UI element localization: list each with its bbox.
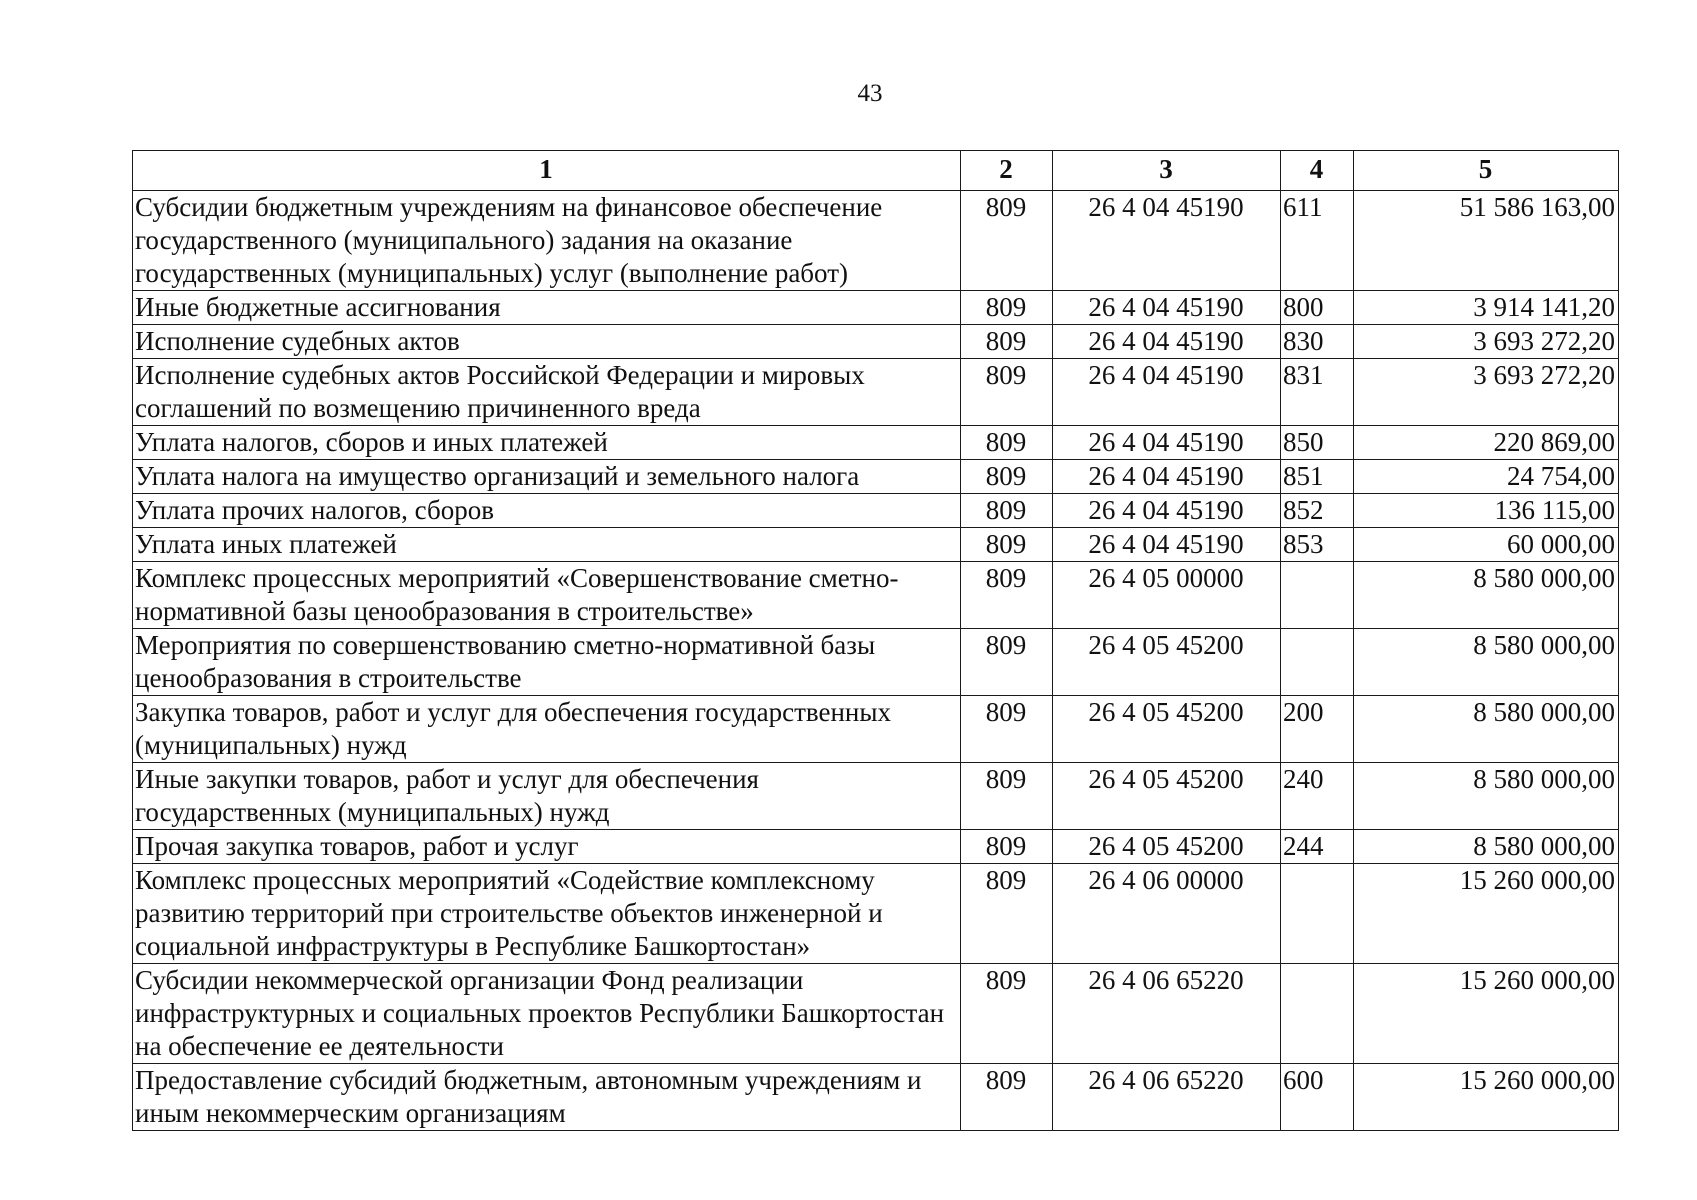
row-csr: 26 4 05 45200	[1053, 696, 1281, 763]
row-sum: 8 580 000,00	[1354, 696, 1619, 763]
row-vr	[1281, 964, 1354, 1064]
row-csr: 26 4 04 45190	[1053, 528, 1281, 562]
row-name: Прочая закупка товаров, работ и услуг	[133, 830, 961, 864]
row-ved: 809	[961, 426, 1053, 460]
row-ved: 809	[961, 696, 1053, 763]
page-number: 43	[857, 80, 883, 107]
table-row	[133, 325, 1619, 359]
row-name: Уплата иных платежей	[133, 528, 961, 562]
row-sum: 51 586 163,00	[1354, 191, 1619, 291]
row-sum: 60 000,00	[1354, 528, 1619, 562]
row-sum: 8 580 000,00	[1354, 830, 1619, 864]
row-sum: 15 260 000,00	[1354, 1064, 1619, 1131]
row-csr: 26 4 06 65220	[1053, 964, 1281, 1064]
row-name: Комплекс процессных мероприятий «Содействие комплексному развитию территорий при строительстве объектов инженерной и социальной инфраструктуры в Республике Башкортостан»	[133, 864, 961, 964]
row-ved: 809	[961, 325, 1053, 359]
row-vr: 853	[1281, 528, 1354, 562]
table-row	[133, 528, 1619, 562]
row-vr: 830	[1281, 325, 1354, 359]
row-vr: 800	[1281, 291, 1354, 325]
row-csr: 26 4 06 00000	[1053, 864, 1281, 964]
budget-table	[132, 150, 1619, 1131]
row-name: Исполнение судебных актов Российской Федерации и мировых соглашений по возмещению причиненного вреда	[133, 359, 961, 426]
header-col-3: 3	[1053, 151, 1281, 191]
row-csr: 26 4 05 45200	[1053, 763, 1281, 830]
row-sum: 8 580 000,00	[1354, 562, 1619, 629]
table-row	[133, 629, 1619, 696]
row-csr: 26 4 05 45200	[1053, 629, 1281, 696]
row-vr	[1281, 562, 1354, 629]
row-vr: 240	[1281, 763, 1354, 830]
table-row	[133, 864, 1619, 964]
row-sum: 8 580 000,00	[1354, 763, 1619, 830]
row-vr	[1281, 629, 1354, 696]
row-sum: 24 754,00	[1354, 460, 1619, 494]
row-ved: 809	[961, 291, 1053, 325]
row-csr: 26 4 04 45190	[1053, 291, 1281, 325]
row-sum: 15 260 000,00	[1354, 864, 1619, 964]
table-row	[133, 830, 1619, 864]
row-sum: 3 693 272,20	[1354, 359, 1619, 426]
row-name: Уплата налога на имущество организаций и земельного налога	[133, 460, 961, 494]
row-name: Предоставление субсидий бюджетным, автономным учреждениям и иным некоммерческим организациям	[133, 1064, 961, 1131]
table-row	[133, 359, 1619, 426]
row-ved: 809	[961, 763, 1053, 830]
table-row	[133, 494, 1619, 528]
row-vr: 831	[1281, 359, 1354, 426]
row-vr: 244	[1281, 830, 1354, 864]
row-csr: 26 4 04 45190	[1053, 325, 1281, 359]
row-name: Иные закупки товаров, работ и услуг для обеспечения государственных (муниципальных) нужд	[133, 763, 961, 830]
row-vr	[1281, 864, 1354, 964]
row-name: Закупка товаров, работ и услуг для обеспечения государственных (муниципальных) нужд	[133, 696, 961, 763]
row-csr: 26 4 04 45190	[1053, 191, 1281, 291]
row-sum: 3 693 272,20	[1354, 325, 1619, 359]
row-name: Комплекс процессных мероприятий «Совершенствование сметно-нормативной базы ценообразования в строительстве»	[133, 562, 961, 629]
row-ved: 809	[961, 964, 1053, 1064]
row-ved: 809	[961, 528, 1053, 562]
table-row	[133, 191, 1619, 291]
row-name: Субсидии некоммерческой организации Фонд реализации инфраструктурных и социальных проектов Республики Башкортостан на обеспечение ее деятельности	[133, 964, 961, 1064]
row-vr: 850	[1281, 426, 1354, 460]
row-vr: 200	[1281, 696, 1354, 763]
row-csr: 26 4 05 00000	[1053, 562, 1281, 629]
row-csr: 26 4 06 65220	[1053, 1064, 1281, 1131]
row-name: Уплата прочих налогов, сборов	[133, 494, 961, 528]
row-csr: 26 4 04 45190	[1053, 426, 1281, 460]
header-col-5: 5	[1354, 151, 1619, 191]
header-col-1: 1	[133, 151, 961, 191]
table-row	[133, 696, 1619, 763]
row-csr: 26 4 04 45190	[1053, 460, 1281, 494]
row-sum: 15 260 000,00	[1354, 964, 1619, 1064]
header-col-2: 2	[961, 151, 1053, 191]
row-ved: 809	[961, 191, 1053, 291]
row-sum: 3 914 141,20	[1354, 291, 1619, 325]
row-name: Субсидии бюджетным учреждениям на финансовое обеспечение государственного (муниципального) задания на оказание государственных (муниципальных) услуг (выполнение работ)	[133, 191, 961, 291]
table-row	[133, 291, 1619, 325]
row-ved: 809	[961, 629, 1053, 696]
row-ved: 809	[961, 460, 1053, 494]
row-vr: 600	[1281, 1064, 1354, 1131]
row-ved: 809	[961, 359, 1053, 426]
row-ved: 809	[961, 562, 1053, 629]
row-ved: 809	[961, 830, 1053, 864]
row-sum: 8 580 000,00	[1354, 629, 1619, 696]
table-row	[133, 964, 1619, 1064]
table-row	[133, 562, 1619, 629]
row-vr: 852	[1281, 494, 1354, 528]
row-ved: 809	[961, 864, 1053, 964]
row-vr: 851	[1281, 460, 1354, 494]
row-ved: 809	[961, 1064, 1053, 1131]
table-row	[133, 763, 1619, 830]
row-ved: 809	[961, 494, 1053, 528]
table-header-row	[133, 151, 1619, 191]
table-row	[133, 460, 1619, 494]
row-name: Уплата налогов, сборов и иных платежей	[133, 426, 961, 460]
row-sum: 136 115,00	[1354, 494, 1619, 528]
header-col-4: 4	[1281, 151, 1354, 191]
row-vr: 611	[1281, 191, 1354, 291]
row-name: Исполнение судебных актов	[133, 325, 961, 359]
table-row	[133, 1064, 1619, 1131]
row-csr: 26 4 05 45200	[1053, 830, 1281, 864]
row-csr: 26 4 04 45190	[1053, 359, 1281, 426]
row-name: Мероприятия по совершенствованию сметно-нормативной базы ценообразования в строительстве	[133, 629, 961, 696]
table-row	[133, 426, 1619, 460]
row-csr: 26 4 04 45190	[1053, 494, 1281, 528]
row-name: Иные бюджетные ассигнования	[133, 291, 961, 325]
row-sum: 220 869,00	[1354, 426, 1619, 460]
